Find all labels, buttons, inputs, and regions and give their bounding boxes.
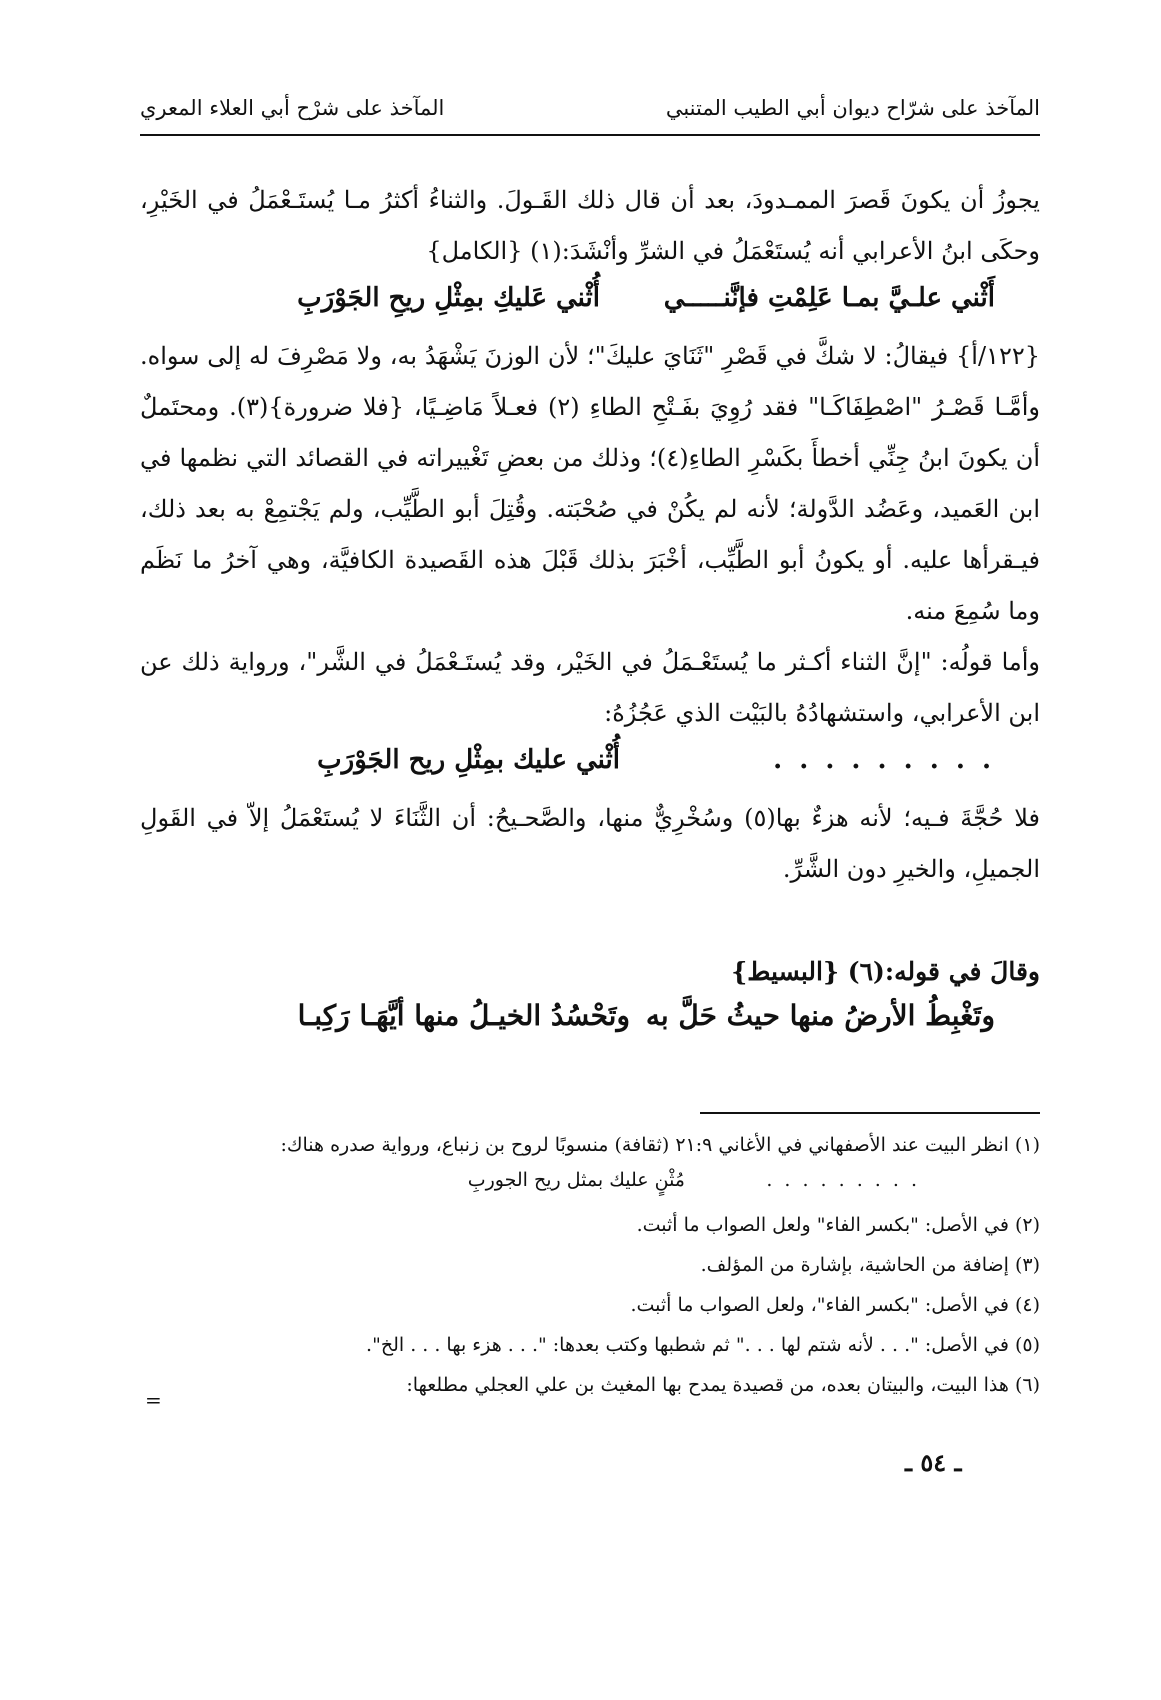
header-divider: [140, 134, 1040, 136]
verse-introduction: وقالَ في قوله:(٦) {البسيط}: [731, 957, 1040, 986]
paragraph-4: فلا حُجَّةَ فـيه؛ لأنه هزءٌ بها(٥) وسُخْرِيٌّ منها، والصَّحـيحُ: أن الثَّنَاءَ لا يُستَعْمَلُ إلاّ في القَولِ الجميلِ، والخيرِ دون الشَّرِّ.: [140, 804, 1040, 883]
footnote-4: (٤) في الأصل: "بكسر الفاء"، ولعل الصواب ما أثبت.: [630, 1294, 1040, 1316]
footnotes: [140, 1125, 1040, 1405]
verse-1-hemistich-2: أُثْني عَليكِ بمِثْلِ ريحِ الجَوْرَبِ: [297, 283, 600, 313]
verse-line-3: [140, 995, 1040, 1051]
footnote-1: (١) انظر البيت عند الأصفهاني في الأغاني ٢١:٩ (ثقافة) منسوبًا لروح بن زنباع، ورواية صدره هناك:: [280, 1134, 1040, 1156]
verse-3-hemistich-2: وتَحْسُدُ الخيـلُ منها أيَّهَـا رَكِبـا: [297, 999, 630, 1032]
paragraph-1: يجوزُ أن يكونَ قَصرَ الممـدودَ، بعد أن قال ذلك القَـولَ. والثناءُ أكثرُ مـا يُستَـعْمَلُ في الخَيْرِ، وحكَى ابنُ الأعرابي أنه يُستَعْمَلُ في الشرِّ وأنْشَدَ:(١) {الكامل}: [140, 186, 1040, 265]
paragraph-2: {١٢٢/أ} فيقالُ: لا شكَّ في قَصْرِ "ثَنَايَ عليكَ"؛ لأن الوزنَ يَشْهَدُ به، ولا مَصْرِفَ له إلى سواه. وأمَّـا قَصْـرُ "اصْطِفَاكَـا" فقد رُوِيَ بفَـتْحِ الطاءِ (٢) فعـلاً مَاضِـيًا، {فلا ضرورة}(٣). ومحتَملٌ أن يكونَ ابنُ جِنِّي أخطأَ بكَسْرِ الطاءِ(٤)؛ وذلك من بعضِ تَغْييراته في القصائد التي نظمها في ابن العَميد، وعَضُد الدَّولة؛ لأنه لم يكُنْ في صُحْبَته. وقُتِلَ أبو الطَّيِّب، ولم يَجْتمِعْ به بعد ذلك، فيـقرأها عليه. أو يكونُ أبو الطَّيِّب، أخْبَرَ بذلك قَبْلَ هذه القَصيدة الكافيَّة، وهي آخرُ ما نَظَم وما سُمِعَ منه.: [140, 342, 1040, 625]
footnote-5: (٥) في الأصل: ". . . لأنه شتم لها . . ." ثم شطبها وكتب بعدها: ". . . هزء بها . . . الخ".: [366, 1334, 1040, 1356]
main-text: [140, 175, 1040, 1051]
footnote-3: (٣) إضافة من الحاشية، بإشارة من المؤلف.: [700, 1254, 1040, 1276]
footnote-6: (٦) هذا البيت، والبيتان بعده، من قصيدة يمدح بها المغيث بن علي العجلي مطلعها:: [406, 1374, 1040, 1396]
verse-1-hemistich-1: أَثْني علـيَّ بمـا عَلِمْتِ فإنَّنـــــي: [663, 283, 995, 313]
header-book-title: المآخذ على شرّاح ديوان أبي الطيب المتنبي: [665, 96, 1040, 120]
footnote-2: (٢) في الأصل: "بكسر الفاء" ولعل الصواب ما أثبت.: [636, 1214, 1040, 1236]
verse-line-2: [140, 739, 1040, 793]
verse-3-hemistich-1: وتَغْبِطُ الأرضُ منها حيثُ حَلَّ به: [645, 999, 995, 1032]
verse-2-hemistich-2: أُثْني عليك بمِثْلِ ريح الجَوْرَبِ: [317, 745, 620, 775]
section-gap: [140, 895, 1040, 949]
footnote-1-hemistich: مُثْنٍ عليك بمثل ريح الجوربِ: [467, 1169, 685, 1191]
footnote-1-ellipsis: . . . . . . . . .: [766, 1169, 920, 1191]
header-chapter-title: المآخذ على شرْح أبي العلاء المعري: [140, 96, 445, 120]
verse-line-1: [140, 277, 1040, 331]
verse-2-ellipsis: . . . . . . . . .: [773, 745, 995, 775]
running-header: [140, 90, 1040, 134]
footnote-divider: [700, 1112, 1040, 1114]
page-number: ـ ٥٤ ـ: [905, 1448, 962, 1477]
continuation-mark: =: [145, 1388, 162, 1412]
paragraph-3: وأما قولُه: "إنَّ الثناء أكـثر ما يُستَعْـمَلُ في الخَيْر، وقد يُستَـعْمَلُ في الشَّر"، ورواية ذلك عن ابن الأعرابي، واستشهادُهُ بالبَيْت الذي عَجُزُهُ:: [140, 648, 1040, 727]
footnote-1-verse: [140, 1165, 1040, 1205]
